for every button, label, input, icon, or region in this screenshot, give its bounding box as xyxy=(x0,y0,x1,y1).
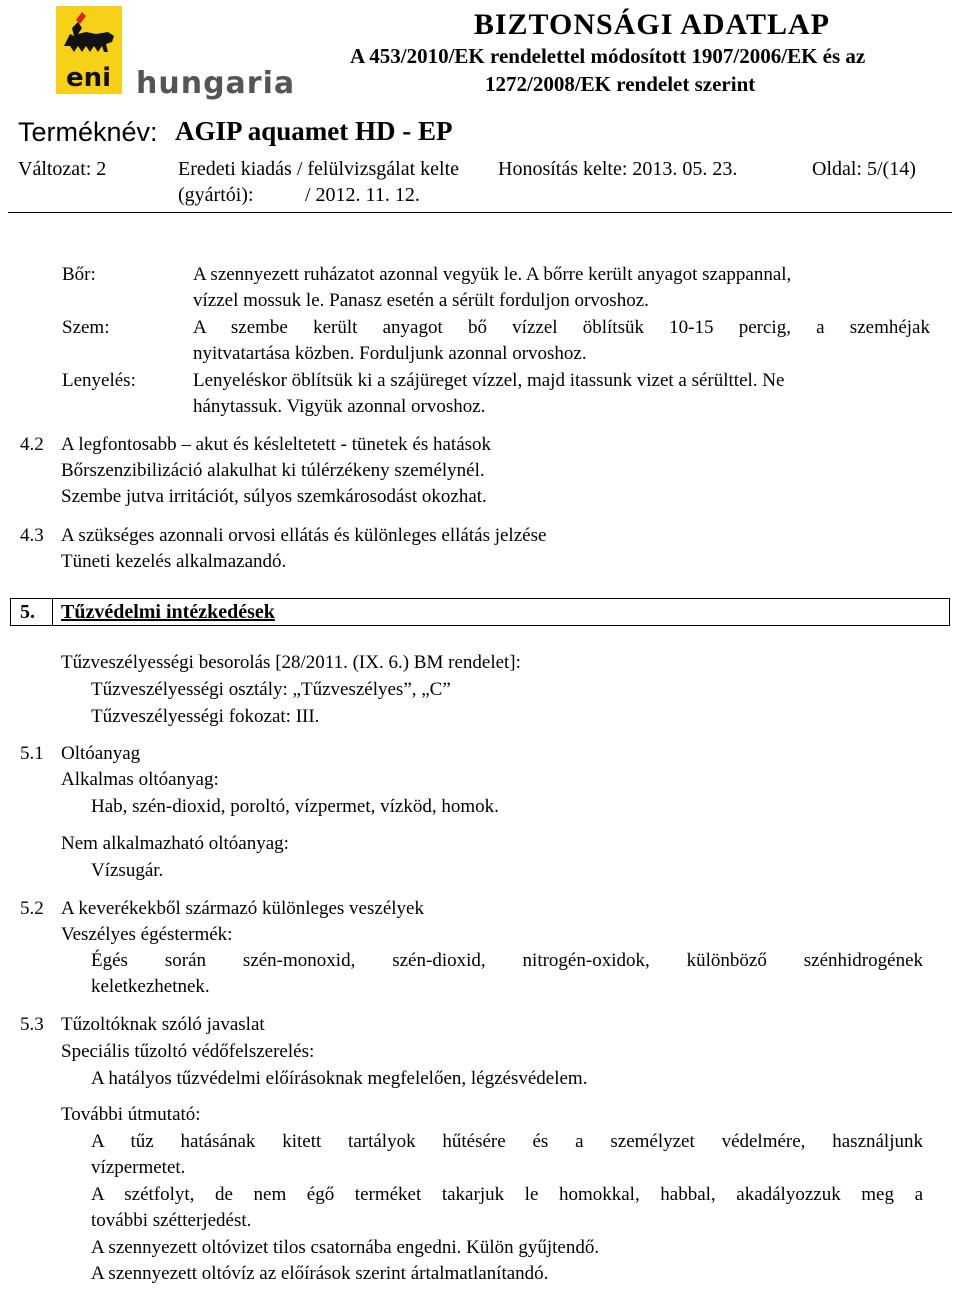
skin-label: Bőr: xyxy=(62,264,96,285)
further-guidance-line-6: A szennyezett oltóvíz az előírások szerint ártalmatlanítandó. xyxy=(91,1263,549,1284)
regulation-line-2: 1272/2008/EK rendelet szerint xyxy=(485,72,756,96)
further-guidance-line-2: vízpermetet. xyxy=(91,1157,186,1178)
section-5-title: Tűzvédelmi intézkedések xyxy=(61,601,275,623)
skin-text-1: A szennyezett ruházatot azonnal vegyük le. A bőrre került anyagot szappannal, xyxy=(193,264,792,285)
protective-equipment-label: Speciális tűzoltó védőfelszerelés: xyxy=(61,1041,315,1062)
header-divider xyxy=(8,212,952,213)
further-guidance-label: További útmutató: xyxy=(61,1104,201,1125)
company-logo xyxy=(56,6,296,106)
further-guidance-line-5: A szennyezett oltóvizet tilos csatornába engedni. Külön gyűjtendő. xyxy=(91,1237,600,1258)
section-4-2-number: 4.2 xyxy=(20,434,44,455)
section-5-number: 5. xyxy=(20,601,35,623)
section-4-3-number: 4.3 xyxy=(20,525,44,546)
section-5-3-number: 5.3 xyxy=(20,1014,44,1035)
skin-text-2: vízzel mossuk le. Panasz esetén a sérült forduljon orvoshoz. xyxy=(193,290,649,311)
section-5-3-title: Tűzoltóknak szóló javaslat xyxy=(61,1014,265,1035)
unsuitable-media-label: Nem alkalmazható oltóanyag: xyxy=(61,833,289,854)
protective-equipment-value: A hatályos tűzvédelmi előírásoknak megfelelően, légzésvédelem. xyxy=(91,1068,588,1089)
further-guidance-line-1: A tűz hatásának kitett tartályok hűtésére és a személyzet védelmére, használjunk xyxy=(91,1131,923,1152)
regulation-line-1: A 453/2010/EK rendelettel módosított 1907/2006/EK és az xyxy=(350,44,866,68)
fire-grade-line: Tűzveszélyességi fokozat: III. xyxy=(91,706,320,727)
ingestion-label: Lenyelés: xyxy=(62,370,136,391)
further-guidance-line-3: A szétfolyt, de nem égő terméket takarjuk le homokkal, habbal, akadályozzuk meg a xyxy=(91,1184,923,1205)
product-name: AGIP aquamet HD - EP xyxy=(175,116,453,146)
document-header xyxy=(0,0,960,215)
unsuitable-media-value: Vízsugár. xyxy=(91,860,164,881)
hazardous-products-label: Veszélyes égéstermék: xyxy=(61,924,233,945)
suitable-media-value: Hab, szén-dioxid, poroltó, vízpermet, vízköd, homok. xyxy=(91,796,499,817)
hazardous-products-line-2: keletkezhetnek. xyxy=(91,976,210,997)
eni-dog-logo-icon xyxy=(56,6,122,94)
suitable-media-label: Alkalmas oltóanyag: xyxy=(61,769,219,790)
section-4-2-title: A legfontosabb – akut és késleltetett - tünetek és hatások xyxy=(61,434,492,455)
page-number: Oldal: 5/(14) xyxy=(812,158,916,180)
section-4-3-title: A szükséges azonnali orvosi ellátás és különleges ellátás jelzése xyxy=(61,525,547,546)
issue-label-2: (gyártói): xyxy=(178,184,254,206)
localization-date: Honosítás kelte: 2013. 05. 23. xyxy=(498,158,738,180)
section-5-heading-divider xyxy=(52,598,53,626)
hazardous-products-line-1: Égés során szén-monoxid, szén-dioxid, nitrogén-oxidok, különböző szénhidrogének xyxy=(91,950,923,971)
section-5-1-number: 5.1 xyxy=(20,743,44,764)
ingestion-text-1: Lenyeléskor öblítsük ki a szájüreget vízzel, majd itassunk vizet a sérülttel. Ne xyxy=(193,370,785,391)
section-4-2-line-2: Szembe jutva irritációt, súlyos szemkárosodást okozhat. xyxy=(61,486,487,507)
section-5-2-number: 5.2 xyxy=(20,898,44,919)
svg-text:eni: eni xyxy=(66,63,112,93)
eye-text-2: nyitvatartása közben. Forduljunk azonnal orvoshoz. xyxy=(193,343,587,364)
logo-subtitle: hungaria xyxy=(136,66,296,101)
section-4-3-line-1: Tüneti kezelés alkalmazandó. xyxy=(61,551,287,572)
version: Változat: 2 xyxy=(18,158,107,180)
fire-class-heading: Tűzveszélyességi besorolás [28/2011. (IX. 6.) BM rendelet]: xyxy=(61,652,521,673)
section-5-1-title: Oltóanyag xyxy=(61,743,141,764)
eye-label: Szem: xyxy=(62,317,110,338)
issue-label-1: Eredeti kiadás / felülvizsgálat kelte xyxy=(178,158,459,180)
product-label: Terméknév: xyxy=(18,117,158,147)
fire-class-line: Tűzveszélyességi osztály: „Tűzveszélyes”, „C” xyxy=(91,679,451,700)
ingestion-text-2: hánytassuk. Vigyük azonnal orvoshoz. xyxy=(193,396,486,417)
section-4-2-line-1: Bőrszenzibilizáció alakulhat ki túlérzékeny személynél. xyxy=(61,460,485,481)
document-title: BIZTONSÁGI ADATLAP xyxy=(473,8,830,41)
eye-text-1: A szembe került anyagot bő vízzel öblítsük 10-15 percig, a szemhéjak xyxy=(193,317,930,338)
further-guidance-line-4: további szétterjedést. xyxy=(91,1210,252,1231)
issue-date: / 2012. 11. 12. xyxy=(305,184,420,206)
section-5-2-title: A keverékekből származó különleges veszélyek xyxy=(61,898,424,919)
